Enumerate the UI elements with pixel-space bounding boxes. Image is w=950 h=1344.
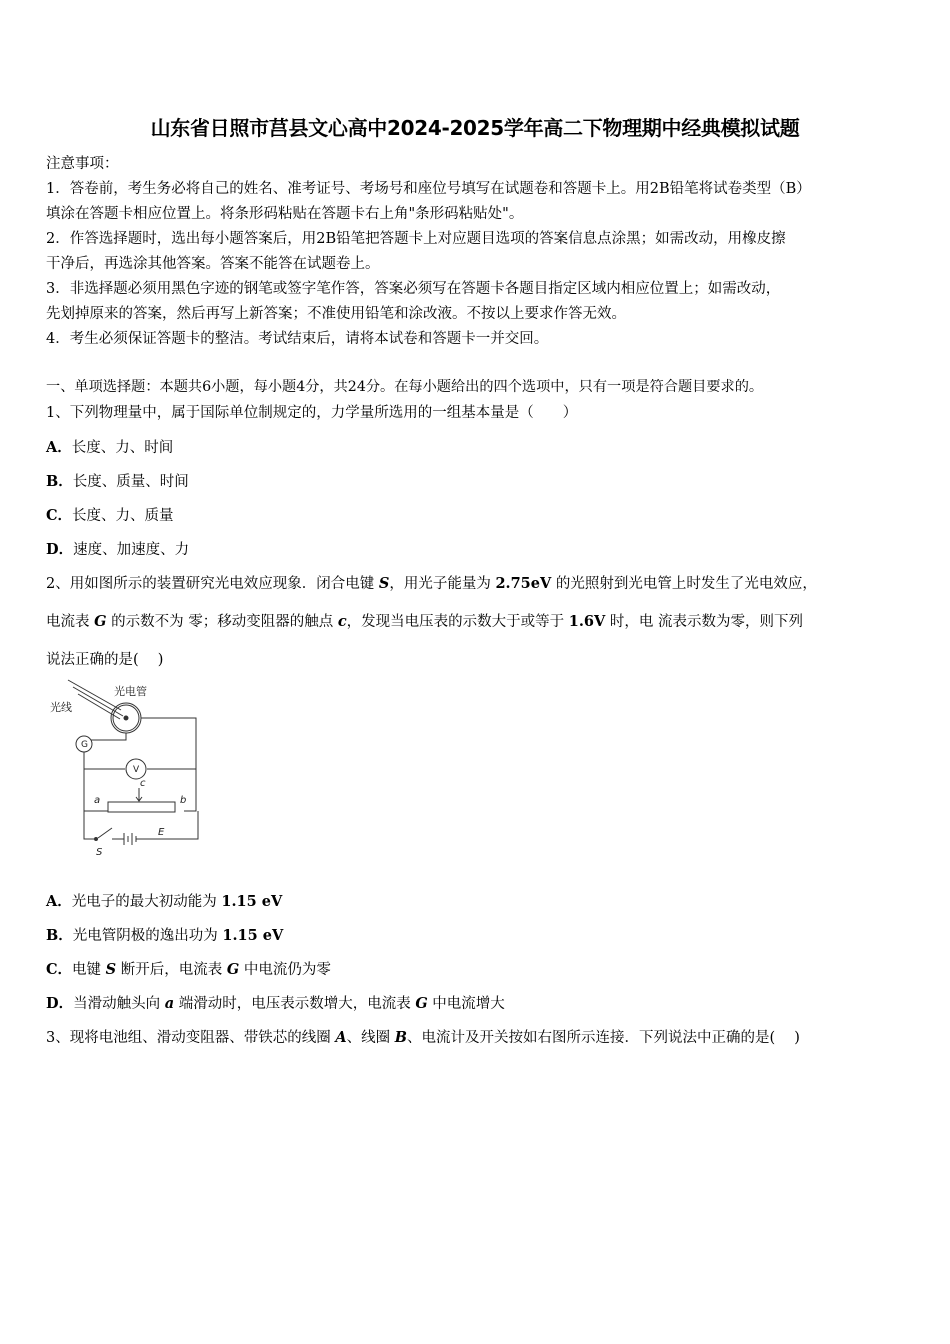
label-b: b: [180, 795, 187, 806]
photoelectric-circuit-diagram: [46, 678, 206, 860]
notice-line: 先划掉原来的答案，然后再写上新答案；不准使用铅笔和涂改液。不按以上要求作答无效。: [46, 306, 626, 322]
q1-option-c[interactable]: C．长度、力、质量: [46, 507, 174, 524]
label-s: S: [96, 847, 103, 858]
label-light: 光线: [50, 701, 72, 714]
q1-option-a[interactable]: A．长度、力、时间: [46, 439, 174, 456]
page-title: 山东省日照市莒县文心高中2024-2025学年高二下物理期中经典模拟试题: [150, 116, 800, 140]
label-e: E: [158, 827, 165, 838]
q2-option-a[interactable]: A．光电子的最大初动能为 1.15 eV: [46, 893, 283, 910]
question-2-line-1: 2、用如图所示的装置研究光电效应现象．闭合电键 S，用光子能量为 2.75eV 的光照射到光电管上时发生了光电效应，: [46, 575, 817, 592]
q2-option-b[interactable]: B．光电管阴极的逸出功为 1.15 eV: [46, 927, 284, 944]
question-2-line-3: 说法正确的是( ): [46, 652, 164, 668]
notice-heading: 注意事项：: [46, 156, 119, 172]
question-3-stem: 3、现将电池组、滑动变阻器、带铁芯的线圈 A、线圈 B、电流计及开关按如右图所示连接．下列说法中正确的是( ): [46, 1029, 800, 1046]
notice-line: 填涂在答题卡相应位置上。将条形码粘贴在答题卡右上角"条形码粘贴处"。: [46, 206, 524, 222]
notice-line: 4．考生必须保证答题卡的整洁。考试结束后，请将本试卷和答题卡一并交回。: [46, 331, 549, 347]
label-c: c: [140, 778, 146, 789]
label-phototube: 光电管: [114, 685, 147, 698]
label-v: V: [133, 765, 140, 775]
notice-line: 2．作答选择题时，选出每小题答案后，用2B铅笔把答题卡上对应题目选项的答案信息点涂黑；如需改动，用橡皮擦: [46, 231, 786, 247]
label-a: a: [94, 795, 101, 806]
q1-option-b[interactable]: B．长度、质量、时间: [46, 473, 189, 490]
q2-option-c[interactable]: C．电键 S 断开后，电流表 G 中电流仍为零: [46, 961, 331, 978]
question-1-stem: 1、下列物理量中，属于国际单位制规定的，力学量所选用的一组基本量是（ ）: [46, 405, 578, 421]
q2-option-d[interactable]: D．当滑动触头向 a 端滑动时，电压表示数增大，电流表 G 中电流增大: [46, 995, 505, 1012]
section-heading: 一、单项选择题：本题共6小题，每小题4分，共24分。在每小题给出的四个选项中，只有一项是符合题目要求的。: [46, 379, 764, 395]
label-g: G: [81, 740, 88, 750]
question-2-line-2: 电流表 G 的示数不为 零；移动变阻器的触点 c，发现当电压表的示数大于或等于 1.6V 时，电 流表示数为零，则下列: [46, 613, 803, 630]
notice-line: 干净后，再选涂其他答案。答案不能答在试题卷上。: [46, 256, 380, 272]
q1-option-d[interactable]: D．速度、加速度、力: [46, 541, 190, 558]
rheostat: [108, 802, 175, 812]
switch-icon: [94, 837, 98, 841]
notice-line: 1．答卷前，考生务必将自己的姓名、准考证号、考场号和座位号填写在试题卷和答题卡上。用2B铅笔将试卷类型（B）: [46, 181, 811, 197]
notice-line: 3．非选择题必须用黑色字迹的钢笔或签字笔作答，答案必须写在答题卡各题目指定区域内相应位置上；如需改动，: [46, 281, 781, 297]
